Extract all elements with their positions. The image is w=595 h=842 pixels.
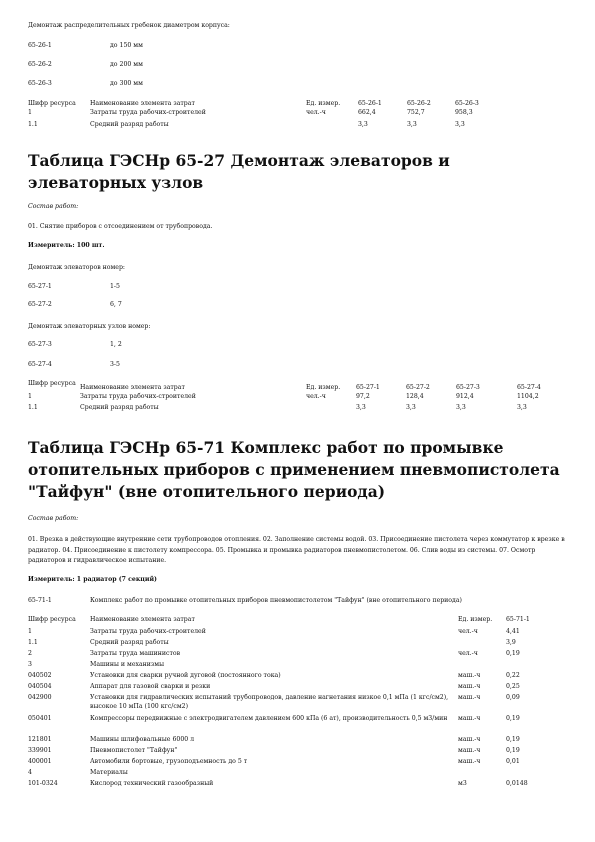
item-code: 65-26-2 <box>28 61 52 68</box>
table-cell: 1 <box>28 628 32 635</box>
table-cell: маш.-ч <box>458 758 481 765</box>
table-header-row <box>28 616 546 628</box>
meter-text: Измеритель: 100 шт. <box>28 242 105 249</box>
header-cell: Наименование элемента затрат <box>90 100 195 107</box>
table-cell: 040502 <box>28 672 52 679</box>
table-cell: м3 <box>458 780 467 787</box>
table-row <box>28 694 546 715</box>
table-cell <box>458 639 506 650</box>
table-cell: 3 <box>28 661 32 668</box>
resource-table <box>28 100 503 129</box>
table-row <box>28 639 546 650</box>
composition-label: Состав работ: <box>28 515 79 522</box>
table-row <box>28 736 546 747</box>
resource-table <box>28 380 565 412</box>
table-cell: Материалы <box>90 769 128 776</box>
table-cell: Средний разряд работы <box>80 403 159 411</box>
table-cell: чел.-ч <box>306 392 326 400</box>
item-text: до 150 мм <box>110 42 143 49</box>
table-cell: Средний разряд работы <box>90 120 169 128</box>
header-cell: 65-26-3 <box>455 100 479 107</box>
item-text: до 300 мм <box>110 80 143 87</box>
header-cell: 65-27-3 <box>456 384 480 391</box>
table-cell: маш.-ч <box>458 672 481 679</box>
table-cell: 0,19 <box>506 747 520 754</box>
table-cell: 958,3 <box>455 108 473 116</box>
section-title: Таблица ГЭСНр 65-71 Комплекс работ по промывке отопительных приборов с применением пневмопистолета "Тайфун" (вне отопительного периода) <box>28 438 560 501</box>
table-cell: 1.1 <box>28 403 38 411</box>
table-cell: 3,3 <box>356 403 366 411</box>
composition-label: Состав работ: <box>28 203 79 210</box>
table-row <box>28 715 546 736</box>
table-cell: Установки для гидравлических испытаний трубопроводов, давление нагнетания низкое 0,1 мПа (1 кгс/см2), высокое 10 мПа (100 кгс/см2) <box>90 694 449 710</box>
table-cell: 1 <box>28 392 32 400</box>
header-cell: Ед. измер. <box>306 100 341 107</box>
table-cell: маш.-ч <box>458 736 481 743</box>
header-cell: Шифр ресурса <box>28 100 76 107</box>
table-cell: 2 <box>28 650 32 657</box>
item-code: 65-27-1 <box>28 283 52 290</box>
table-cell <box>506 769 546 780</box>
table-cell: 0,19 <box>506 650 520 657</box>
table-cell: Установки для сварки ручной дуговой (постоянного тока) <box>90 672 281 679</box>
header-cell: 65-26-1 <box>358 100 382 107</box>
table-cell: Затраты труда машинистов <box>90 650 181 657</box>
section-title: Таблица ГЭСНр 65-27 Демонтаж элеваторов и элеваторных узлов <box>28 151 450 192</box>
table-row <box>28 404 565 413</box>
table-cell: чел.-ч <box>458 628 478 635</box>
table-cell: 0,19 <box>506 715 520 722</box>
table-header-row <box>28 380 565 393</box>
table-header-row <box>28 100 503 109</box>
table-cell: Затраты труда рабочих-строителей <box>90 108 206 116</box>
item-code: 65-27-2 <box>28 301 52 308</box>
table-cell: 3,9 <box>506 639 516 646</box>
table-cell: 752,7 <box>407 108 425 116</box>
table-cell: 0,19 <box>506 736 520 743</box>
table-cell: Аппарат для газовой сварки и резки <box>90 683 211 690</box>
table-cell: Средний разряд работы <box>90 639 169 646</box>
item-text: Комплекс работ по промывке отопительных приборов пневмопистолетом "Тайфун" (вне отопительного периода) <box>90 597 462 604</box>
table-cell: Компрессоры передвижные с электродвигателем давлением 600 кПа (6 ат), производительность 0,5 м3/мин <box>90 715 448 722</box>
table-cell: 0,01 <box>506 758 520 765</box>
table-cell: 042900 <box>28 694 52 701</box>
table-cell: 339901 <box>28 747 52 754</box>
header-cell: 65-26-2 <box>407 100 431 107</box>
table-row <box>28 628 546 639</box>
item-code: 65-27-4 <box>28 361 52 368</box>
table-cell: Затраты труда рабочих-строителей <box>80 392 196 400</box>
table-cell <box>506 661 546 672</box>
table-cell: Затраты труда рабочих-строителей <box>90 628 206 635</box>
resource-table <box>28 616 546 791</box>
table-cell: Пневмопистолет "Тайфун" <box>90 747 178 754</box>
table-row <box>28 109 503 121</box>
table-cell: 3,3 <box>358 120 368 128</box>
item-code: 65-26-3 <box>28 80 52 87</box>
header-cell: Шифр ресурса <box>28 380 76 387</box>
table-row <box>28 747 546 758</box>
table-row <box>28 758 546 769</box>
table-cell: маш.-ч <box>458 715 481 722</box>
header-cell: Ед. измер. <box>458 616 493 623</box>
table-cell: 662,4 <box>358 108 376 116</box>
table-cell: Кислород технический газообразный <box>90 780 214 787</box>
table-cell: 1.1 <box>28 120 38 128</box>
table-cell: 3,3 <box>407 120 417 128</box>
table-cell: 040504 <box>28 683 52 690</box>
header-cell: 65-27-2 <box>406 384 430 391</box>
item-code: 65-27-3 <box>28 341 52 348</box>
table-cell: маш.-ч <box>458 683 481 690</box>
table-cell: 97,2 <box>356 392 370 400</box>
table-cell: 1.1 <box>28 639 38 646</box>
header-cell: 65-27-1 <box>356 384 380 391</box>
table-cell: 121801 <box>28 736 52 743</box>
composition-text: 01. Врезка в действующие внутренние сети трубопроводов отопления. 02. Заполнение системы водой. 03. Присоединение пистолета через коммутатор к врезке в радиатор. 04. Присоединение к пистолету компрессора. 05. Промывка и промывка радиаторов пневмопистолетом. 06. Слив воды из системы. 07. Осмотр радиаторов и гидравлическое испытание. <box>28 536 565 564</box>
item-text: 3-5 <box>110 361 120 368</box>
table-cell: 4 <box>28 769 32 776</box>
table-cell <box>306 121 358 130</box>
header-cell: Ед. измер. <box>306 384 341 391</box>
table-row <box>28 650 546 661</box>
table-row <box>28 769 546 780</box>
header-cell: 65-71-1 <box>506 616 530 623</box>
table-cell: 0,09 <box>506 694 520 701</box>
item-text: до 200 мм <box>110 61 143 68</box>
composition-text: 01. Снятие приборов с отсоединением от трубопровода. <box>28 223 213 230</box>
group-label: Демонтаж элеваторных узлов номер: <box>28 323 151 330</box>
table-cell: Автомобили бортовые, грузоподъемность до 5 т <box>90 758 248 765</box>
table-cell: 0,22 <box>506 672 520 679</box>
table-cell: 128,4 <box>406 392 424 400</box>
header-cell: 65-27-4 <box>517 384 541 391</box>
item-text: 1-5 <box>110 283 120 290</box>
item-text: 1, 2 <box>110 341 122 348</box>
table-cell: Машины шлифовальные 6000 л <box>90 736 195 743</box>
table-row <box>28 121 503 130</box>
header-cell: Наименование элемента затрат <box>90 616 195 623</box>
header-cell: Шифр ресурса <box>28 616 76 623</box>
table-cell: 1 <box>28 108 32 116</box>
table-cell: 3,3 <box>456 403 466 411</box>
header-cell: Наименование элемента затрат <box>80 384 185 391</box>
table-cell <box>458 661 506 672</box>
table-cell: маш.-ч <box>458 747 481 754</box>
meter-text: Измеритель: 1 радиатор (7 секций) <box>28 576 157 583</box>
table-cell <box>306 404 356 413</box>
table-cell: 3,3 <box>517 403 527 411</box>
table-cell <box>458 769 506 780</box>
table-cell: 101-0324 <box>28 780 58 787</box>
table-cell: 050401 <box>28 715 52 722</box>
item-text: 6, 7 <box>110 301 122 308</box>
table-cell: 3,3 <box>406 403 416 411</box>
table-cell: 0,25 <box>506 683 520 690</box>
table-cell: 3,3 <box>455 120 465 128</box>
table-row <box>28 672 546 683</box>
table-cell: 912,4 <box>456 392 474 400</box>
item-code: 65-71-1 <box>28 597 52 604</box>
table-cell: 400001 <box>28 758 52 765</box>
table-cell: Машины и механизмы <box>90 661 165 668</box>
table-row <box>28 683 546 694</box>
table-cell: 0,0148 <box>506 780 528 787</box>
item-code: 65-26-1 <box>28 42 52 49</box>
group-label: Демонтаж элеваторов номер: <box>28 264 126 271</box>
table-row <box>28 780 546 791</box>
table-row <box>28 393 565 404</box>
table-cell: 1104,2 <box>517 392 539 400</box>
table-cell: чел.-ч <box>306 108 326 116</box>
table-cell: чел.-ч <box>458 650 478 657</box>
table-cell: 4,41 <box>506 628 520 635</box>
table-cell: маш.-ч <box>458 694 481 701</box>
intro-text: Демонтаж распределительных гребенок диаметром корпуса: <box>28 22 230 29</box>
table-row <box>28 661 546 672</box>
